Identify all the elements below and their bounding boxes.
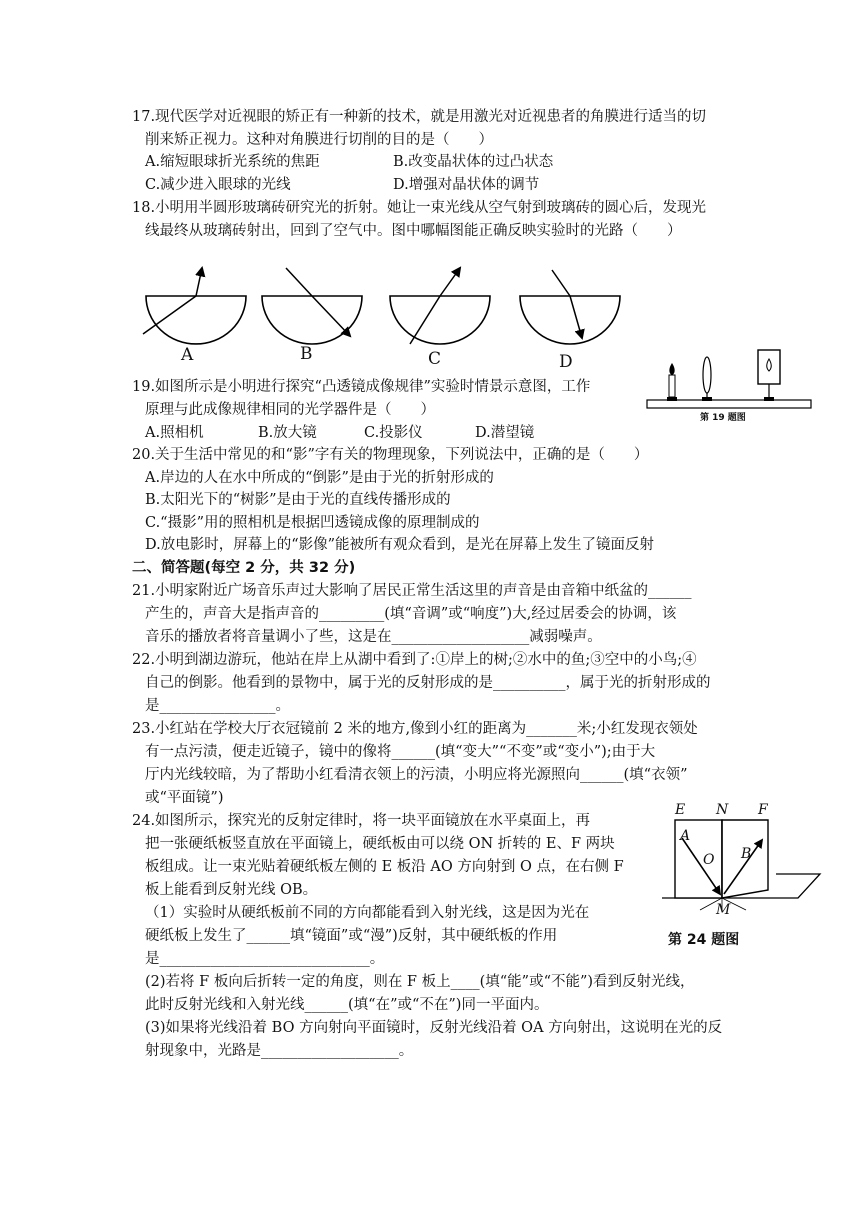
q24-part3-line2: 射现象中，光路是___________________。 — [145, 1043, 414, 1059]
q24-line2: 把一张硬纸板竖直放在平面镜上，硬纸板由可以绕 ON 折转的 E、F 两块 — [145, 836, 615, 852]
q18-diagram-b — [262, 268, 362, 344]
q22-line3: 是________________。 — [145, 698, 290, 714]
q19-figure-caption: 第 19 题图 — [700, 413, 746, 423]
q19-stem-line2: 原理与此成像规律相同的光学器件是（ ） — [145, 402, 435, 418]
q21-line3: 音乐的播放者将音量调小了些，这是在___________________减弱噪声。 — [145, 629, 602, 645]
q19-option-c: C.投影仪 — [364, 425, 423, 441]
q24-part2-line2: 此时反射光线和入射光线______(填“在”或“不在”)同一平面内。 — [145, 997, 549, 1013]
q18-label-a: A — [181, 345, 194, 365]
q21-line2: 产生的，声音大是指声音的_________(填“音调”或“响度”)大,经过居委会的协调，该 — [145, 606, 677, 622]
q23-line3: 厅内光线较暗，为了帮助小红看清衣领上的污渍，小明应将光源照向______(填“衣领” — [145, 767, 688, 783]
q20-option-d: D.放电影时，屏幕上的“影像”能被所有观众看到，是光在屏幕上发生了镜面反射 — [145, 537, 655, 553]
q20-option-b: B.太阳光下的“树影”是由于光的直线传播形成的 — [145, 492, 451, 508]
q24-part1-line2: 硬纸板上发生了______填“镜面”或“漫”)反射，其中硬纸板的作用 — [145, 928, 558, 944]
q18-stem-line1: 18.小明用半圆形玻璃砖研究光的折射。她让一束光线从空气射到玻璃砖的圆心后，发现光 — [132, 200, 707, 216]
q19-option-d: D.潜望镜 — [475, 425, 535, 441]
q18-label-c: C — [428, 349, 442, 369]
q18-diagram-d — [520, 270, 620, 344]
q24-label-f: F — [758, 802, 768, 818]
q17-option-c: C.减少进入眼球的光线 — [145, 177, 291, 193]
q22-line1: 22.小明到湖边游玩，他站在岸上从湖中看到了:①岸上的树;②水中的鱼;③空中的小鸟;④ — [132, 652, 697, 668]
q17-option-d: D.增强对晶状体的调节 — [393, 177, 540, 193]
q18-figure — [128, 262, 628, 372]
q24-part3-line1: (3)如果将光线沿着 BO 方向射向平面镜时，反射光线沿着 OA 方向射出，这说明在光的反 — [145, 1020, 723, 1036]
q23-line1: 23.小红站在学校大厅衣冠镜前 2 米的地方,像到小红的距离为_______米;小红发现衣领处 — [132, 721, 698, 737]
q24-label-e: E — [675, 802, 686, 818]
q18-diagram-c — [390, 268, 490, 344]
q18-label-d: D — [559, 352, 573, 372]
q24-part2-line1: (2)若将 F 板向后折转一定的角度，则在 F 板上____(填“能”或“不能”)看到反射光线， — [145, 974, 695, 990]
q20-option-c: C.“摄影”用的照相机是根据凹透镜成像的原理制成的 — [145, 515, 480, 531]
q24-label-a: A — [680, 828, 691, 844]
q24-label-b: B — [741, 846, 752, 862]
q17-stem-line1: 17.现代医学对近视眼的矫正有一种新的技术，就是用激光对近视患者的角膜进行适当的切 — [132, 109, 707, 125]
q19-option-a: A.照相机 — [145, 425, 204, 441]
q17-option-b: B.改变晶状体的过凸状态 — [393, 154, 554, 170]
q24-line1: 24.如图所示，探究光的反射定律时，将一块平面镜放在水平桌面上，再 — [132, 813, 591, 829]
q24-label-n: N — [716, 802, 729, 818]
q24-figure-caption: 第 24 题图 — [668, 932, 740, 948]
q18-diagram-a — [143, 268, 246, 344]
q22-line2: 自己的倒影。他看到的景物中，属于光的反射形成的是__________，属于光的折射形成的 — [145, 675, 711, 691]
q19-stem-line1: 19.如图所示是小明进行探究“凸透镜成像规律”实验时情景示意图，工作 — [132, 379, 591, 395]
q24-label-o: O — [703, 852, 715, 868]
q24-line4: 板上能看到反射光线 OB。 — [145, 882, 318, 898]
q24-label-m: M — [716, 902, 731, 918]
q24-part1-line1: （1）实验时从硬纸板前不同的方向都能看到入射光线，这是因为光在 — [145, 905, 590, 921]
q18-stem-line2: 线最终从玻璃砖射出，回到了空气中。图中哪幅图能正确反映实验时的光路（ ） — [145, 223, 682, 239]
q24-line3: 板组成。让一束光贴着硬纸板左侧的 E 板沿 AO 方向射到 O 点，在右侧 F — [145, 859, 624, 875]
q23-line2: 有一点污渍，便走近镜子，镜中的像将______(填“变大”“不变”或“变小”);由于大 — [145, 744, 656, 760]
q19-option-b: B.放大镜 — [258, 425, 317, 441]
section-2-title: 二、简答题(每空 2 分，共 32 分) — [132, 560, 356, 576]
q18-label-b: B — [300, 344, 313, 364]
q20-stem: 20.关于生活中常见的和“影”字有关的物理现象，下列说法中，正确的是（ ） — [132, 447, 649, 463]
q21-line1: 21.小明家附近广场音乐声过大影响了居民正常生活这里的声音是由音箱中纸盆的______ — [132, 583, 692, 599]
q17-stem-line2: 削来矫正视力。这种对角膜进行切削的目的是（ ） — [145, 132, 493, 148]
q23-line4: 或“平面镜”) — [145, 790, 224, 806]
q17-option-a: A.缩短眼球折光系统的焦距 — [145, 154, 320, 170]
q24-part1-line3: 是_____________________________。 — [145, 951, 385, 967]
q20-option-a: A.岸边的人在水中所成的“倒影”是由于光的折射形成的 — [145, 470, 494, 486]
